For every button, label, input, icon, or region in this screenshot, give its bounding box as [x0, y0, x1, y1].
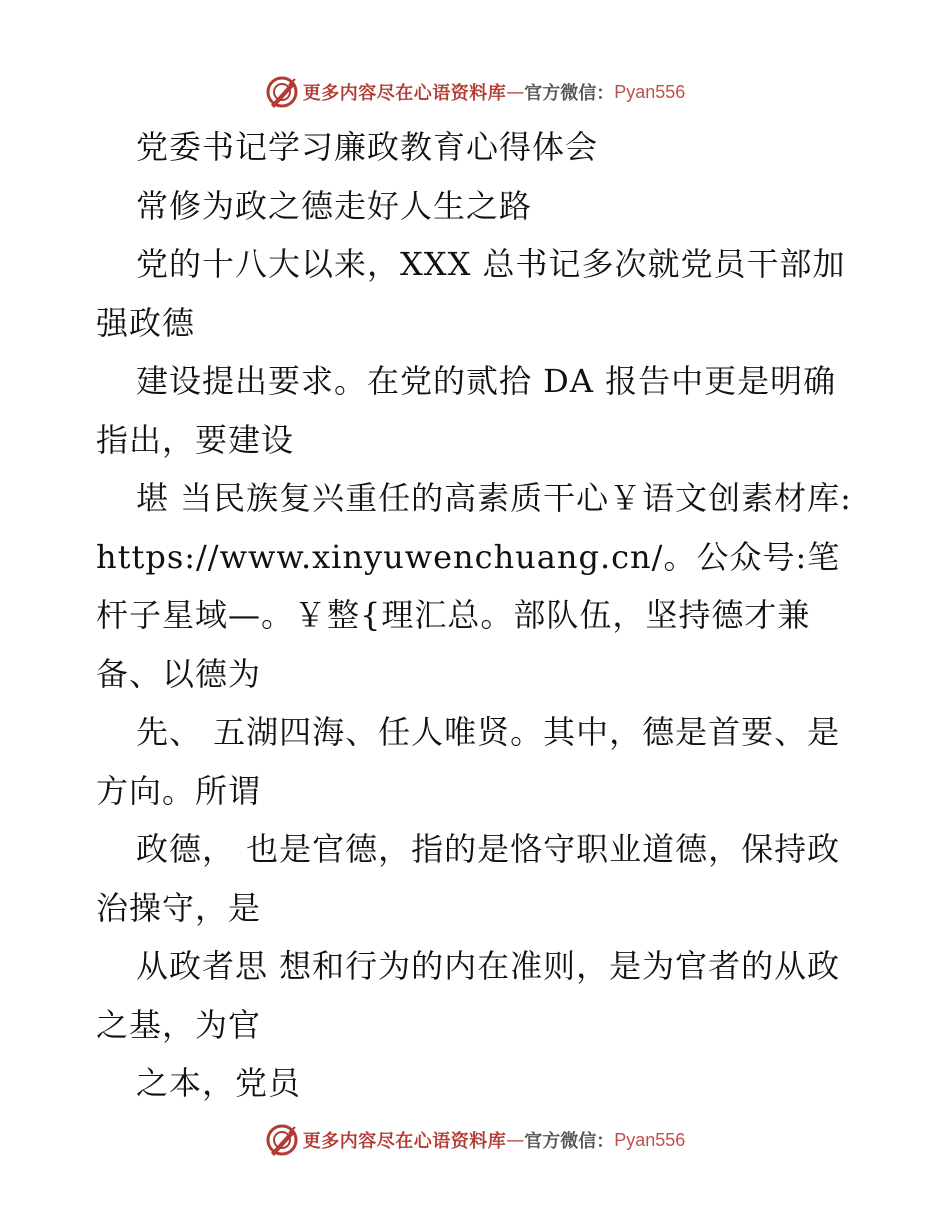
wechat-id: Pyan556	[614, 81, 686, 102]
header-banner	[0, 72, 950, 112]
paragraph: 堪 当民族复兴重任的高素质干心￥语文创素材库: https://www.xinyuwenchuang.cn/。公众号:笔杆子星域—。￥整{理汇总。部队伍，坚持德才兼备、以德为	[96, 479, 852, 693]
promo-text: 更多内容尽在心语资料库	[302, 1131, 507, 1152]
paragraph: 政德， 也是官德，指的是恪守职业道德，保持政治操守，是	[96, 830, 841, 927]
wechat-label: 官方微信：	[524, 1131, 615, 1152]
paragraph: 之本，党员	[136, 1064, 302, 1102]
paragraph: 先、 五湖四海、任人唯贤。其中，德是首要、是方向。所谓	[96, 713, 841, 810]
paragraph: 党的十八大以来，XXX 总书记多次就党员干部加强政德	[96, 245, 846, 342]
document-body	[96, 118, 866, 1113]
document-subtitle: 常修为政之德走好人生之路	[136, 186, 533, 225]
wechat-label: 官方微信：	[524, 83, 615, 104]
paragraph: 建设提出要求。在党的贰拾 DA 报告中更是明确指出，要建设	[96, 362, 837, 459]
promo-text: 更多内容尽在心语资料库	[302, 83, 507, 104]
separator: —	[506, 1129, 525, 1151]
wechat-id: Pyan556	[614, 1129, 686, 1150]
paragraph: 从政者思 想和行为的内在准则，是为官者的从政之基，为官	[96, 947, 841, 1044]
document-title: 党委书记学习廉政教育心得体会	[136, 128, 599, 166]
pen-logo-icon	[265, 75, 299, 109]
separator: —	[506, 81, 525, 103]
pen-logo-icon	[265, 1123, 299, 1157]
footer-banner	[0, 1120, 950, 1160]
